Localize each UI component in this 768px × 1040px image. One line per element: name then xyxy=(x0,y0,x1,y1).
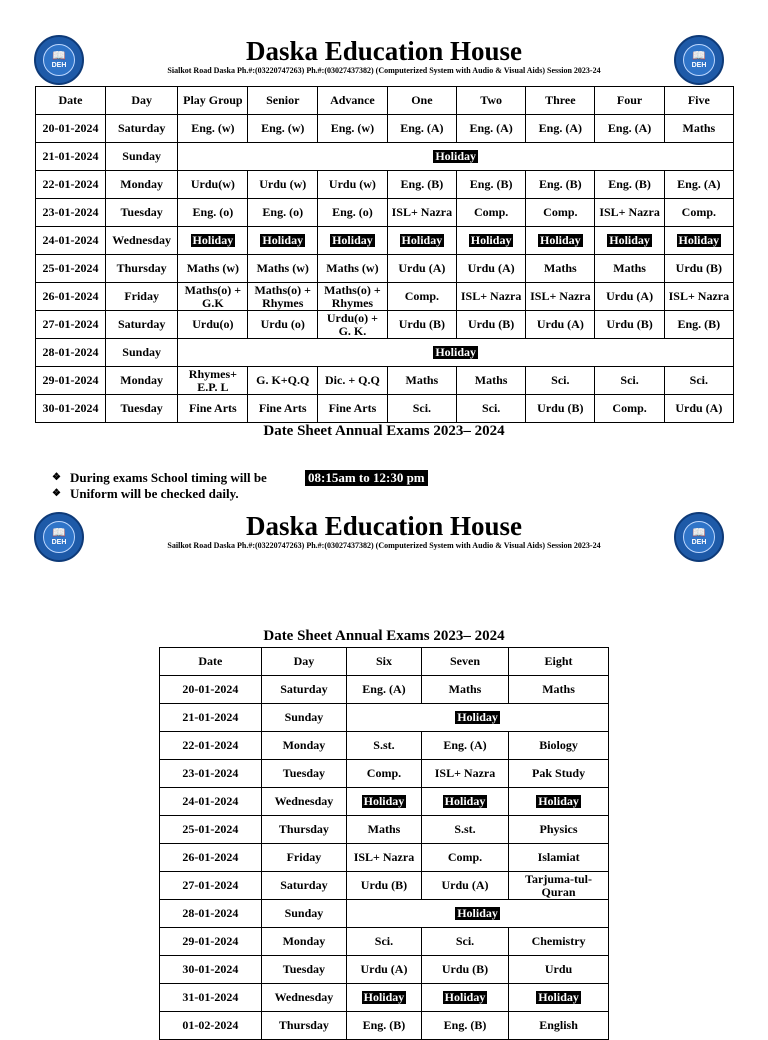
subject-cell: Sci. xyxy=(526,367,595,395)
table-row xyxy=(36,199,734,227)
subject-cell: Urdu (w) xyxy=(248,171,318,199)
subject-cell: Maths xyxy=(526,255,595,283)
date-cell: 26-01-2024 xyxy=(160,844,262,872)
holiday-label: Holiday xyxy=(444,793,486,808)
subject-cell: Maths (w) xyxy=(178,255,248,283)
date-cell: 24-01-2024 xyxy=(36,227,106,255)
table-row xyxy=(36,115,734,143)
subject-cell: Maths(o) + Rhymes xyxy=(318,283,388,311)
note-item: ❖ During exams School timing will be xyxy=(52,470,267,485)
holiday-cell xyxy=(178,143,734,171)
holiday-label: Holiday xyxy=(538,793,579,808)
subject-cell: Maths xyxy=(664,115,733,143)
subject-cell: Maths(o) + G.K xyxy=(178,283,248,311)
subject-cell: Eng. (B) xyxy=(595,171,664,199)
subject-cell: ISL+ Nazra xyxy=(664,283,733,311)
day-cell: Sunday xyxy=(261,704,346,732)
column-header: Senior xyxy=(248,87,318,115)
subject-cell: Urdu (B) xyxy=(421,956,508,984)
subject-cell: Pak Study xyxy=(509,760,609,788)
table-row xyxy=(36,171,734,199)
subject-cell: Tarjuma-tul-Quran xyxy=(509,872,609,900)
table-row xyxy=(36,283,734,311)
holiday-cell xyxy=(318,227,388,255)
column-header: Day xyxy=(261,648,346,676)
school-subtitle: Sailkot Road Daska Ph.#:(03220747263) Ph.#:(03027437382) (Computerized System with Audio & Visual Aids) Session 2023-24 xyxy=(167,541,601,550)
subject-cell: Sci. xyxy=(457,395,526,423)
subject-cell: Eng. (A) xyxy=(595,115,664,143)
subject-cell: S.st. xyxy=(347,732,422,760)
table-row xyxy=(160,1012,609,1040)
subject-cell: Urdu (A) xyxy=(347,956,422,984)
date-cell: 27-01-2024 xyxy=(36,311,106,339)
table-row xyxy=(160,956,609,984)
day-cell: Friday xyxy=(105,283,177,311)
table-row xyxy=(160,760,609,788)
subject-cell: Eng. (o) xyxy=(178,199,248,227)
school-timing: 08:15am to 12:30 pm xyxy=(305,470,428,486)
subject-cell: Urdu (o) xyxy=(248,311,318,339)
subject-cell: Comp. xyxy=(595,395,664,423)
subject-cell: Urdu (A) xyxy=(664,395,733,423)
subject-cell: Urdu (A) xyxy=(387,255,456,283)
subject-cell: Urdu (A) xyxy=(457,255,526,283)
subject-cell: S.st. xyxy=(421,816,508,844)
table-row xyxy=(36,143,734,171)
date-cell: 22-01-2024 xyxy=(36,171,106,199)
day-cell: Tuesday xyxy=(261,956,346,984)
day-cell: Sunday xyxy=(105,339,177,367)
holiday-label: Holiday xyxy=(363,989,405,1004)
column-header: Advance xyxy=(318,87,388,115)
table-row xyxy=(160,872,609,900)
day-cell: Friday xyxy=(261,844,346,872)
holiday-cell xyxy=(387,227,456,255)
table-row xyxy=(160,816,609,844)
subject-cell: English xyxy=(509,1012,609,1040)
subject-cell: Urdu(o) + G. K. xyxy=(318,311,388,339)
subject-cell: Comp. xyxy=(457,199,526,227)
subject-cell: Maths xyxy=(457,367,526,395)
subject-cell: Chemistry xyxy=(509,928,609,956)
subject-cell: Urdu (B) xyxy=(457,311,526,339)
subject-cell: Maths xyxy=(421,676,508,704)
day-cell: Thursday xyxy=(261,1012,346,1040)
date-cell: 28-01-2024 xyxy=(160,900,262,928)
day-cell: Saturday xyxy=(105,311,177,339)
date-cell: 23-01-2024 xyxy=(36,199,106,227)
table-row xyxy=(160,900,609,928)
school-name: Daska Education House xyxy=(245,511,523,541)
diamond-bullet-icon: ❖ xyxy=(52,488,61,499)
subject-cell: Eng. (A) xyxy=(421,732,508,760)
column-header: Three xyxy=(526,87,595,115)
date-cell: 28-01-2024 xyxy=(36,339,106,367)
table-row xyxy=(160,984,609,1012)
date-cell: 25-01-2024 xyxy=(160,816,262,844)
subject-cell: Eng. (w) xyxy=(318,115,388,143)
date-sheet-table-junior xyxy=(35,86,734,423)
subject-cell: Eng. (A) xyxy=(387,115,456,143)
subject-cell: Dic. + Q.Q xyxy=(318,367,388,395)
subject-cell: Eng. (B) xyxy=(457,171,526,199)
subject-cell: Physics xyxy=(509,816,609,844)
subject-cell: Eng. (o) xyxy=(248,199,318,227)
school-logo-icon: 📖 DEH xyxy=(34,512,84,562)
subject-cell: Eng. (B) xyxy=(526,171,595,199)
subject-cell: ISL+ Nazra xyxy=(347,844,422,872)
holiday-cell xyxy=(509,788,609,816)
day-cell: Tuesday xyxy=(105,395,177,423)
subject-cell: Comp. xyxy=(664,199,733,227)
day-cell: Thursday xyxy=(261,816,346,844)
subject-cell: Eng. (B) xyxy=(387,171,456,199)
date-cell: 20-01-2024 xyxy=(160,676,262,704)
subject-cell: G. K+Q.Q xyxy=(248,367,318,395)
table-row xyxy=(36,255,734,283)
date-cell: 21-01-2024 xyxy=(36,143,106,171)
notes-list xyxy=(52,470,267,502)
subject-cell: Eng. (A) xyxy=(664,171,733,199)
date-cell: 30-01-2024 xyxy=(160,956,262,984)
holiday-cell xyxy=(178,339,734,367)
table-row xyxy=(36,311,734,339)
diamond-bullet-icon: ❖ xyxy=(52,472,61,483)
holiday-label: Holiday xyxy=(457,709,498,724)
subject-cell: Urdu (A) xyxy=(595,283,664,311)
logo-text: DEH xyxy=(691,62,707,69)
subject-cell: Sci. xyxy=(595,367,664,395)
subject-cell: Rhymes+ E.P. L xyxy=(178,367,248,395)
subject-cell: Maths xyxy=(347,816,422,844)
subject-cell: Maths (w) xyxy=(318,255,388,283)
day-cell: Monday xyxy=(105,171,177,199)
day-cell: Wednesday xyxy=(105,227,177,255)
holiday-cell xyxy=(347,984,422,1012)
subject-cell: Urdu xyxy=(509,956,609,984)
table-row xyxy=(160,844,609,872)
subject-cell: Eng. (A) xyxy=(526,115,595,143)
column-header: One xyxy=(387,87,456,115)
table-row xyxy=(36,227,734,255)
subject-cell: Comp. xyxy=(387,283,456,311)
subject-cell: Eng. (A) xyxy=(347,676,422,704)
subject-cell: ISL+ Nazra xyxy=(457,283,526,311)
subject-cell: Maths(o) + Rhymes xyxy=(248,283,318,311)
subject-cell: Urdu (B) xyxy=(595,311,664,339)
date-sheet-table-senior xyxy=(159,647,609,1040)
table-row xyxy=(160,704,609,732)
subject-cell: Comp. xyxy=(347,760,422,788)
holiday-cell xyxy=(664,227,733,255)
subject-cell: Sci. xyxy=(387,395,456,423)
subject-cell: Comp. xyxy=(421,844,508,872)
subject-cell: Comp. xyxy=(526,199,595,227)
school-subtitle: Sialkot Road Daska Ph.#:(03220747263) Ph.#:(03027437382) (Computerized System with Audio & Visual Aids) Session 2023-24 xyxy=(167,66,601,75)
day-cell: Sunday xyxy=(261,900,346,928)
subject-cell: Eng. (B) xyxy=(421,1012,508,1040)
subject-cell: ISL+ Nazra xyxy=(595,199,664,227)
day-cell: Wednesday xyxy=(261,788,346,816)
table-row xyxy=(160,788,609,816)
subject-cell: Maths (w) xyxy=(248,255,318,283)
date-cell: 25-01-2024 xyxy=(36,255,106,283)
holiday-label: Holiday xyxy=(457,905,498,920)
subject-cell: Urdu(o) xyxy=(178,311,248,339)
day-cell: Monday xyxy=(105,367,177,395)
logo-text: DEH xyxy=(691,539,707,546)
table-row xyxy=(36,367,734,395)
holiday-label: Holiday xyxy=(678,232,720,247)
holiday-cell xyxy=(178,227,248,255)
column-header: Play Group xyxy=(178,87,248,115)
day-cell: Saturday xyxy=(105,115,177,143)
subject-cell: Urdu (B) xyxy=(387,311,456,339)
day-cell: Saturday xyxy=(261,872,346,900)
column-header: Four xyxy=(595,87,664,115)
date-cell: 21-01-2024 xyxy=(160,704,262,732)
holiday-label: Holiday xyxy=(363,793,405,808)
holiday-cell xyxy=(248,227,318,255)
subject-cell: Sci. xyxy=(421,928,508,956)
subject-cell: Fine Arts xyxy=(318,395,388,423)
note-item: ❖ Uniform will be checked daily. xyxy=(52,486,239,501)
subject-cell: ISL+ Nazra xyxy=(421,760,508,788)
date-cell: 30-01-2024 xyxy=(36,395,106,423)
subject-cell: Urdu (B) xyxy=(526,395,595,423)
subject-cell: ISL+ Nazra xyxy=(387,199,456,227)
subject-cell: Fine Arts xyxy=(248,395,318,423)
holiday-label: Holiday xyxy=(609,232,650,247)
column-header: Seven xyxy=(421,648,508,676)
holiday-cell xyxy=(421,984,508,1012)
subject-cell: Urdu (w) xyxy=(318,171,388,199)
holiday-cell xyxy=(347,900,609,928)
subject-cell: Islamiat xyxy=(509,844,609,872)
holiday-cell xyxy=(595,227,664,255)
subject-cell: Eng. (o) xyxy=(318,199,388,227)
column-header: Date xyxy=(36,87,106,115)
holiday-label: Holiday xyxy=(435,148,477,163)
holiday-cell xyxy=(347,704,609,732)
holiday-label: Holiday xyxy=(538,989,579,1004)
holiday-label: Holiday xyxy=(401,232,443,247)
column-header: Six xyxy=(347,648,422,676)
holiday-label: Holiday xyxy=(435,344,477,359)
day-cell: Tuesday xyxy=(105,199,177,227)
column-header: Two xyxy=(457,87,526,115)
holiday-cell xyxy=(526,227,595,255)
day-cell: Thursday xyxy=(105,255,177,283)
subject-cell: Sci. xyxy=(664,367,733,395)
subject-cell: Eng. (B) xyxy=(664,311,733,339)
column-header: Day xyxy=(105,87,177,115)
date-cell: 01-02-2024 xyxy=(160,1012,262,1040)
date-cell: 23-01-2024 xyxy=(160,760,262,788)
holiday-label: Holiday xyxy=(262,232,304,247)
subject-cell: Urdu (A) xyxy=(526,311,595,339)
column-header: Eight xyxy=(509,648,609,676)
subject-cell: ISL+ Nazra xyxy=(526,283,595,311)
date-cell: 24-01-2024 xyxy=(160,788,262,816)
school-logo-icon: 📖 DEH xyxy=(34,35,84,85)
subject-cell: Eng. (A) xyxy=(457,115,526,143)
day-cell: Saturday xyxy=(261,676,346,704)
holiday-label: Holiday xyxy=(470,232,512,247)
school-logo-icon: 📖 DEH xyxy=(674,35,724,85)
date-sheet-caption: Date Sheet Annual Exams 2023– 2024 xyxy=(263,423,505,439)
subject-cell: Maths xyxy=(387,367,456,395)
logo-text: DEH xyxy=(51,62,67,69)
subject-cell: Biology xyxy=(509,732,609,760)
subject-cell: Eng. (w) xyxy=(248,115,318,143)
school-name: Daska Education House xyxy=(245,36,523,66)
school-logo-icon: 📖 DEH xyxy=(674,512,724,562)
subject-cell: Eng. (B) xyxy=(347,1012,422,1040)
holiday-cell xyxy=(509,984,609,1012)
subject-cell: Urdu (B) xyxy=(347,872,422,900)
date-cell: 22-01-2024 xyxy=(160,732,262,760)
subject-cell: Urdu (A) xyxy=(421,872,508,900)
holiday-cell xyxy=(457,227,526,255)
column-header: Five xyxy=(664,87,733,115)
holiday-cell xyxy=(421,788,508,816)
holiday-cell xyxy=(347,788,422,816)
day-cell: Monday xyxy=(261,732,346,760)
date-cell: 31-01-2024 xyxy=(160,984,262,1012)
table-row xyxy=(36,339,734,367)
date-cell: 29-01-2024 xyxy=(160,928,262,956)
table-row xyxy=(36,395,734,423)
subject-cell: Fine Arts xyxy=(178,395,248,423)
date-cell: 20-01-2024 xyxy=(36,115,106,143)
holiday-label: Holiday xyxy=(444,989,486,1004)
day-cell: Monday xyxy=(261,928,346,956)
day-cell: Tuesday xyxy=(261,760,346,788)
subject-cell: Maths xyxy=(595,255,664,283)
subject-cell: Maths xyxy=(509,676,609,704)
date-cell: 26-01-2024 xyxy=(36,283,106,311)
column-header: Date xyxy=(160,648,262,676)
table-row xyxy=(160,928,609,956)
subject-cell: Sci. xyxy=(347,928,422,956)
date-sheet-caption: Date Sheet Annual Exams 2023– 2024 xyxy=(263,628,505,644)
table-row xyxy=(160,676,609,704)
date-cell: 29-01-2024 xyxy=(36,367,106,395)
holiday-label: Holiday xyxy=(192,232,234,247)
day-cell: Wednesday xyxy=(261,984,346,1012)
table-row xyxy=(160,732,609,760)
day-cell: Sunday xyxy=(105,143,177,171)
holiday-label: Holiday xyxy=(540,232,581,247)
subject-cell: Urdu (B) xyxy=(664,255,733,283)
subject-cell: Urdu(w) xyxy=(178,171,248,199)
date-cell: 27-01-2024 xyxy=(160,872,262,900)
holiday-label: Holiday xyxy=(332,232,373,247)
logo-text: DEH xyxy=(51,539,67,546)
subject-cell: Eng. (w) xyxy=(178,115,248,143)
